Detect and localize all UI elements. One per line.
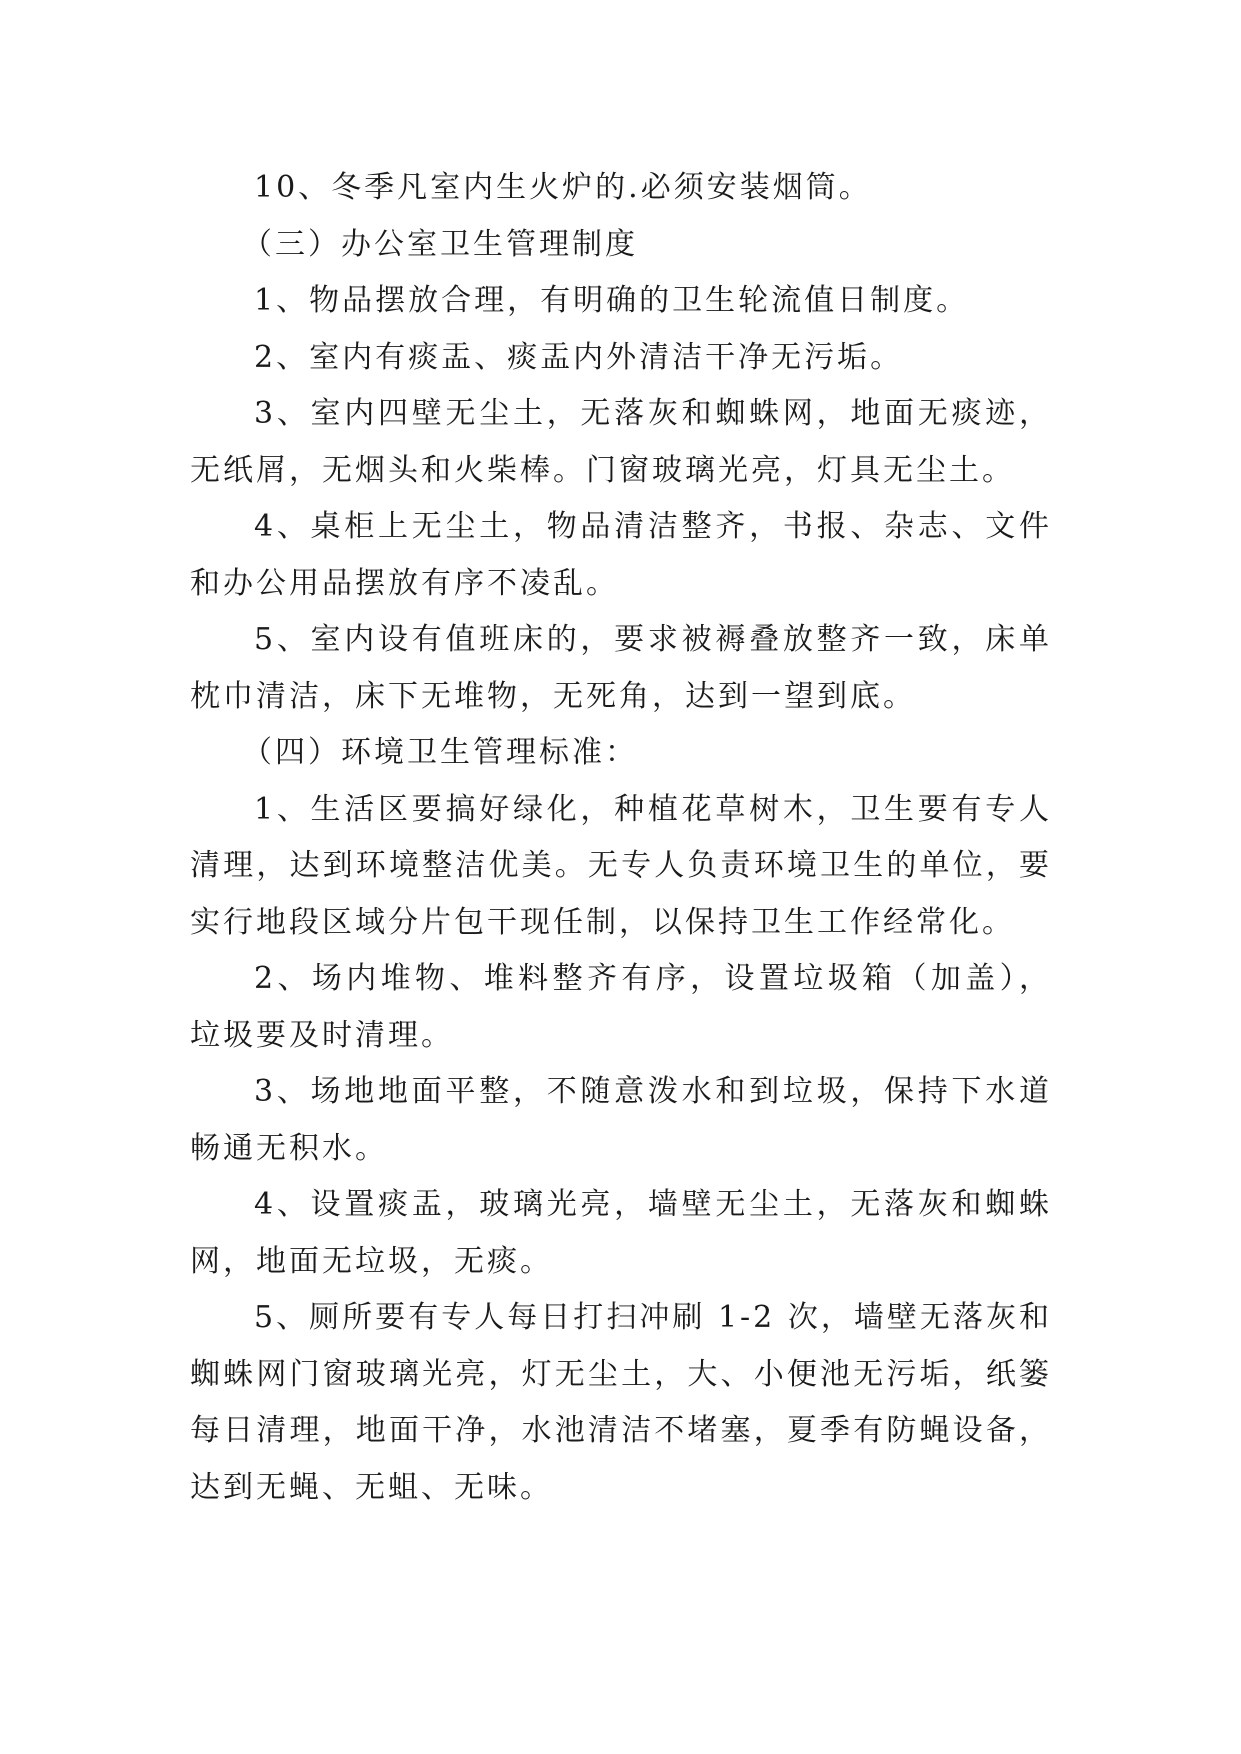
list-item: 4、设置痰盂，玻璃光亮，墙壁无尘土，无落灰和蜘蛛网，地面无垃圾，无痰。: [190, 1187, 1052, 1279]
list-item: 2、室内有痰盂、痰盂内外清洁干净无污垢。: [254, 339, 904, 375]
document-body: [190, 160, 1052, 1516]
list-item: 1、物品摆放合理，有明确的卫生轮流值日制度。: [254, 283, 970, 318]
section-heading: （三）办公室卫生管理制度: [242, 226, 638, 262]
list-item: 4、桌柜上无尘土，物品清洁整齐，书报、杂志、文件和办公用品摆放有序不凌乱。: [190, 509, 1052, 601]
list-item: 3、室内四壁无尘土，无落灰和蜘蛛网，地面无痰迹，无纸屑，无烟头和火柴棒。门窗玻璃光亮，灯具无尘土。: [190, 396, 1052, 488]
list-item: 5、室内设有值班床的，要求被褥叠放整齐一致，床单枕巾清洁，床下无堆物，无死角，达到一望到底。: [190, 622, 1052, 714]
list-item: 3、场地地面平整，不随意泼水和到垃圾，保持下水道畅通无积水。: [190, 1074, 1052, 1166]
list-item: 2、场内堆物、堆料整齐有序，设置垃圾箱（加盖），垃圾要及时清理。: [190, 961, 1052, 1053]
list-item: 5、厕所要有专人每日打扫冲刷 1-2 次，墙壁无落灰和蜘蛛网门窗玻璃光亮，灯无尘土，大、小便池无污垢，纸篓每日清理，地面干净，水池清洁不堵塞，夏季有防蝇设备，达到无蝇、无蛆、无味。: [190, 1300, 1052, 1505]
section-heading: （四）环境卫生管理标准：: [242, 735, 638, 770]
list-item: 1、生活区要搞好绿化，种植花草树木，卫生要有专人清理，达到环境整洁优美。无专人负责环境卫生的单位，要实行地段区域分片包干现任制，以保持卫生工作经常化。: [190, 791, 1052, 940]
list-item: 10、冬季凡室内生火炉的.必须安装烟筒。: [254, 170, 872, 205]
